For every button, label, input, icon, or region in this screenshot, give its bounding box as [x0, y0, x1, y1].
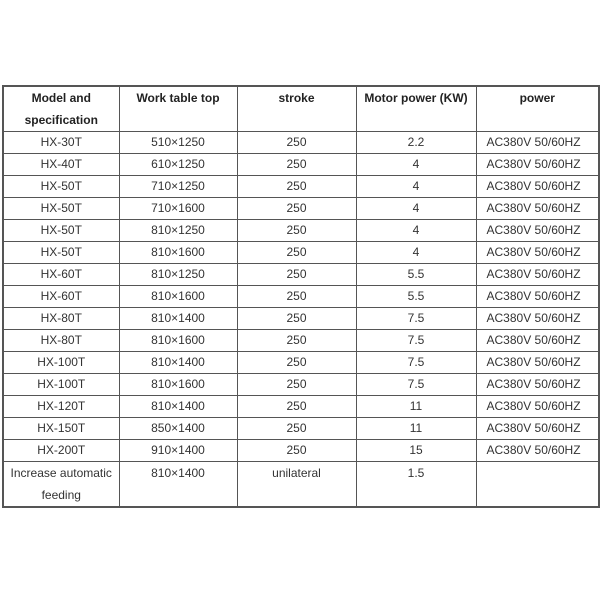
cell-stroke: 250	[237, 264, 356, 286]
cell-motor-power: 7.5	[356, 374, 476, 396]
cell-model: HX-50T	[3, 220, 119, 242]
cell-power: AC380V 50/60HZ	[476, 286, 599, 308]
cell-model: HX-120T	[3, 396, 119, 418]
cell-model: HX-50T	[3, 176, 119, 198]
cell-stroke: 250	[237, 308, 356, 330]
cell-power: AC380V 50/60HZ	[476, 418, 599, 440]
cell-stroke: 250	[237, 154, 356, 176]
spec-table	[2, 85, 600, 508]
cell-work-table-top: 810×1600	[119, 286, 237, 308]
cell-model: HX-50T	[3, 198, 119, 220]
cell-motor-power: 4	[356, 154, 476, 176]
header-model: Model and specification	[3, 86, 119, 132]
table-row	[3, 374, 599, 396]
cell-model: HX-50T	[3, 242, 119, 264]
table-row	[3, 286, 599, 308]
cell-motor-power: 4	[356, 176, 476, 198]
cell-power: AC380V 50/60HZ	[476, 220, 599, 242]
cell-model: HX-60T	[3, 264, 119, 286]
cell-motor-power: 4	[356, 220, 476, 242]
header-power: power	[476, 86, 599, 132]
cell-work-table-top: 850×1400	[119, 418, 237, 440]
cell-power: AC380V 50/60HZ	[476, 132, 599, 154]
cell-work-table-top: 810×1250	[119, 264, 237, 286]
cell-model: HX-60T	[3, 286, 119, 308]
cell-stroke: 250	[237, 330, 356, 352]
cell-work-table-top: 610×1250	[119, 154, 237, 176]
cell-motor-power: 4	[356, 198, 476, 220]
cell-model: HX-80T	[3, 330, 119, 352]
cell-model: HX-100T	[3, 352, 119, 374]
cell-model: Increase automatic feeding	[3, 462, 119, 508]
cell-power: AC380V 50/60HZ	[476, 242, 599, 264]
cell-power	[476, 462, 599, 508]
cell-power: AC380V 50/60HZ	[476, 198, 599, 220]
cell-work-table-top: 810×1400	[119, 396, 237, 418]
cell-power: AC380V 50/60HZ	[476, 396, 599, 418]
cell-power: AC380V 50/60HZ	[476, 264, 599, 286]
table-row	[3, 220, 599, 242]
header-work-table-top: Work table top	[119, 86, 237, 132]
cell-stroke: unilateral	[237, 462, 356, 508]
cell-stroke: 250	[237, 198, 356, 220]
table-row	[3, 330, 599, 352]
table-row	[3, 132, 599, 154]
cell-stroke: 250	[237, 286, 356, 308]
cell-stroke: 250	[237, 220, 356, 242]
table-row	[3, 176, 599, 198]
cell-work-table-top: 710×1250	[119, 176, 237, 198]
cell-work-table-top: 810×1600	[119, 242, 237, 264]
table-row-automatic-feeding	[3, 462, 599, 508]
cell-stroke: 250	[237, 418, 356, 440]
cell-work-table-top: 810×1400	[119, 308, 237, 330]
header-stroke: stroke	[237, 86, 356, 132]
cell-motor-power: 2.2	[356, 132, 476, 154]
cell-motor-power: 4	[356, 242, 476, 264]
table-row	[3, 198, 599, 220]
cell-work-table-top: 810×1400	[119, 462, 237, 508]
cell-power: AC380V 50/60HZ	[476, 308, 599, 330]
cell-power: AC380V 50/60HZ	[476, 330, 599, 352]
cell-stroke: 250	[237, 374, 356, 396]
table-row	[3, 154, 599, 176]
cell-motor-power: 7.5	[356, 308, 476, 330]
cell-motor-power: 7.5	[356, 330, 476, 352]
table-row	[3, 396, 599, 418]
table-row	[3, 352, 599, 374]
cell-work-table-top: 810×1400	[119, 352, 237, 374]
table-row	[3, 440, 599, 462]
table-row	[3, 242, 599, 264]
cell-power: AC380V 50/60HZ	[476, 440, 599, 462]
cell-motor-power: 7.5	[356, 352, 476, 374]
cell-stroke: 250	[237, 132, 356, 154]
cell-work-table-top: 510×1250	[119, 132, 237, 154]
cell-work-table-top: 810×1250	[119, 220, 237, 242]
cell-work-table-top: 810×1600	[119, 374, 237, 396]
cell-work-table-top: 810×1600	[119, 330, 237, 352]
header-motor-power: Motor power (KW)	[356, 86, 476, 132]
cell-power: AC380V 50/60HZ	[476, 374, 599, 396]
cell-stroke: 250	[237, 176, 356, 198]
table-row	[3, 418, 599, 440]
cell-motor-power: 1.5	[356, 462, 476, 508]
header-row	[3, 86, 599, 132]
cell-model: HX-150T	[3, 418, 119, 440]
cell-work-table-top: 710×1600	[119, 198, 237, 220]
cell-motor-power: 5.5	[356, 286, 476, 308]
cell-stroke: 250	[237, 352, 356, 374]
cell-power: AC380V 50/60HZ	[476, 176, 599, 198]
cell-model: HX-80T	[3, 308, 119, 330]
cell-power: AC380V 50/60HZ	[476, 154, 599, 176]
cell-motor-power: 11	[356, 396, 476, 418]
table-row	[3, 264, 599, 286]
cell-motor-power: 11	[356, 418, 476, 440]
cell-motor-power: 5.5	[356, 264, 476, 286]
cell-stroke: 250	[237, 396, 356, 418]
cell-work-table-top: 910×1400	[119, 440, 237, 462]
cell-model: HX-100T	[3, 374, 119, 396]
cell-power: AC380V 50/60HZ	[476, 352, 599, 374]
cell-model: HX-40T	[3, 154, 119, 176]
cell-model: HX-30T	[3, 132, 119, 154]
table-row	[3, 308, 599, 330]
cell-motor-power: 15	[356, 440, 476, 462]
cell-model: HX-200T	[3, 440, 119, 462]
cell-stroke: 250	[237, 440, 356, 462]
cell-stroke: 250	[237, 242, 356, 264]
